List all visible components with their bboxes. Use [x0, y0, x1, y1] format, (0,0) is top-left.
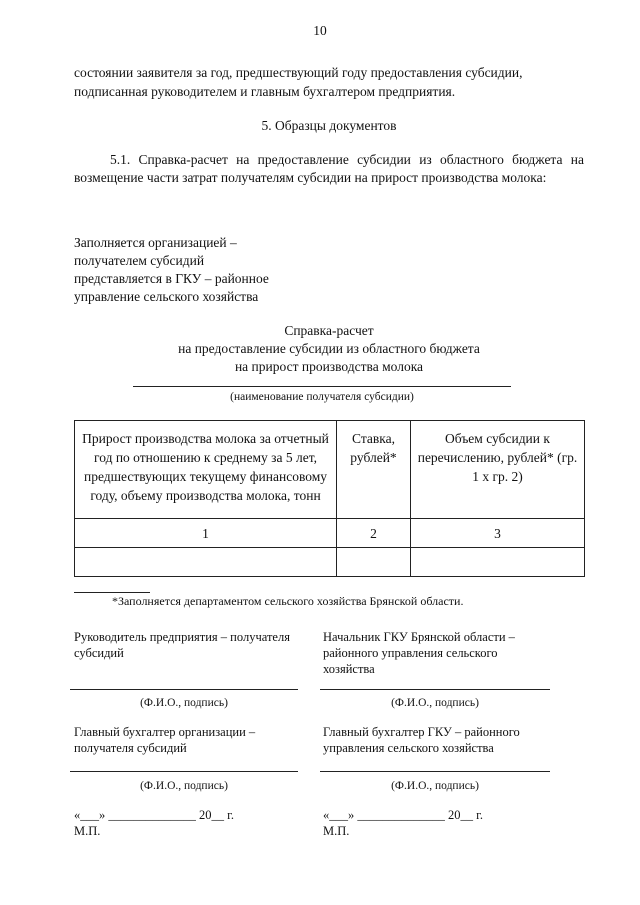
fio-caption: (Ф.И.О., подпись): [140, 697, 228, 709]
form-title: [74, 322, 584, 376]
footnote: *Заполняется департаментом сельского хозяйства Брянской области.: [112, 594, 464, 608]
stamp-label: М.П.: [323, 824, 350, 838]
note-line: получателем субсидий: [74, 253, 205, 268]
signature-title-line: хозяйства: [323, 662, 375, 676]
note-line: Заполняется организацией –: [74, 235, 237, 250]
signature-title-line: управления сельского хозяйства: [323, 741, 494, 755]
signature-line: [70, 689, 298, 690]
signature-title-line: районного управления сельского: [323, 646, 498, 660]
signature-title-line: Главный бухгалтер ГКУ – районного: [323, 725, 520, 739]
column-number: 2: [337, 519, 411, 548]
date-line: «___» ______________ 20__ г.: [323, 808, 483, 822]
signature-title-line: субсидий: [74, 646, 124, 660]
footnote-separator: [74, 592, 150, 593]
page-number: 10: [313, 23, 327, 38]
date-line: «___» ______________ 20__ г.: [74, 808, 234, 822]
data-cell: [75, 548, 337, 577]
signature-right-bottom-title: [323, 724, 563, 756]
signature-line: [320, 689, 550, 690]
signature-title-line: Главный бухгалтер организации –: [74, 725, 256, 739]
note-line: представляется в ГКУ – районное: [74, 271, 269, 286]
section-title: 5. Образцы документов: [261, 118, 397, 133]
data-cell: [411, 548, 585, 577]
signature-title-line: Руководитель предприятия – получателя: [74, 630, 290, 644]
intro-line-1: состоянии заявителя за год, предшествующий году предоставления субсидии,: [74, 65, 523, 80]
fio-caption: (Ф.И.О., подпись): [391, 697, 479, 709]
header-cell-subsidy: Объем субсидии к перечислению, рублей* (гр. 1 х гр. 2): [411, 421, 585, 519]
clause-text: 5.1. Справка-расчет на предоставление субсидии из областного бюджета на возмещение части затрат получателям субсидии на прирост производства молока:: [74, 152, 584, 185]
intro-line-2: подписанная руководителем и главным бухгалтером предприятия.: [74, 84, 456, 99]
form-title-line: на предоставление субсидии из областного бюджета: [178, 341, 480, 356]
signature-title-line: Начальник ГКУ Брянской области –: [323, 630, 515, 644]
column-number: 3: [411, 519, 585, 548]
signature-right-top-title: [323, 629, 563, 677]
calculation-table: [74, 420, 585, 577]
signature-line: [70, 771, 298, 772]
form-title-line: Справка-расчет: [284, 323, 374, 338]
table-header-row: [75, 421, 585, 519]
stamp-label: М.П.: [74, 824, 101, 838]
recipient-name-line: [133, 386, 511, 387]
data-cell: [337, 548, 411, 577]
header-cell-increase: Прирост производства молока за отчетный год по отношению к среднему за 5 лет, предшествующих текущему финансовому году, объему производства молока, тонн: [75, 421, 337, 519]
form-title-line: на прирост производства молока: [234, 359, 424, 374]
signature-line: [320, 771, 550, 772]
column-number: 1: [75, 519, 337, 548]
signature-left-bottom-title: [74, 724, 314, 756]
note-line: управление сельского хозяйства: [74, 289, 259, 304]
signature-left-top-title: [74, 629, 314, 661]
table-row: [75, 548, 585, 577]
table-column-number-row: [75, 519, 585, 548]
recipient-caption: (наименование получателя субсидии): [230, 391, 414, 403]
fio-caption: (Ф.И.О., подпись): [391, 780, 479, 792]
fio-caption: (Ф.И.О., подпись): [140, 780, 228, 792]
note-block: [74, 234, 374, 306]
header-cell-rate: Ставка, рублей*: [337, 421, 411, 519]
signature-title-line: получателя субсидий: [74, 741, 187, 755]
